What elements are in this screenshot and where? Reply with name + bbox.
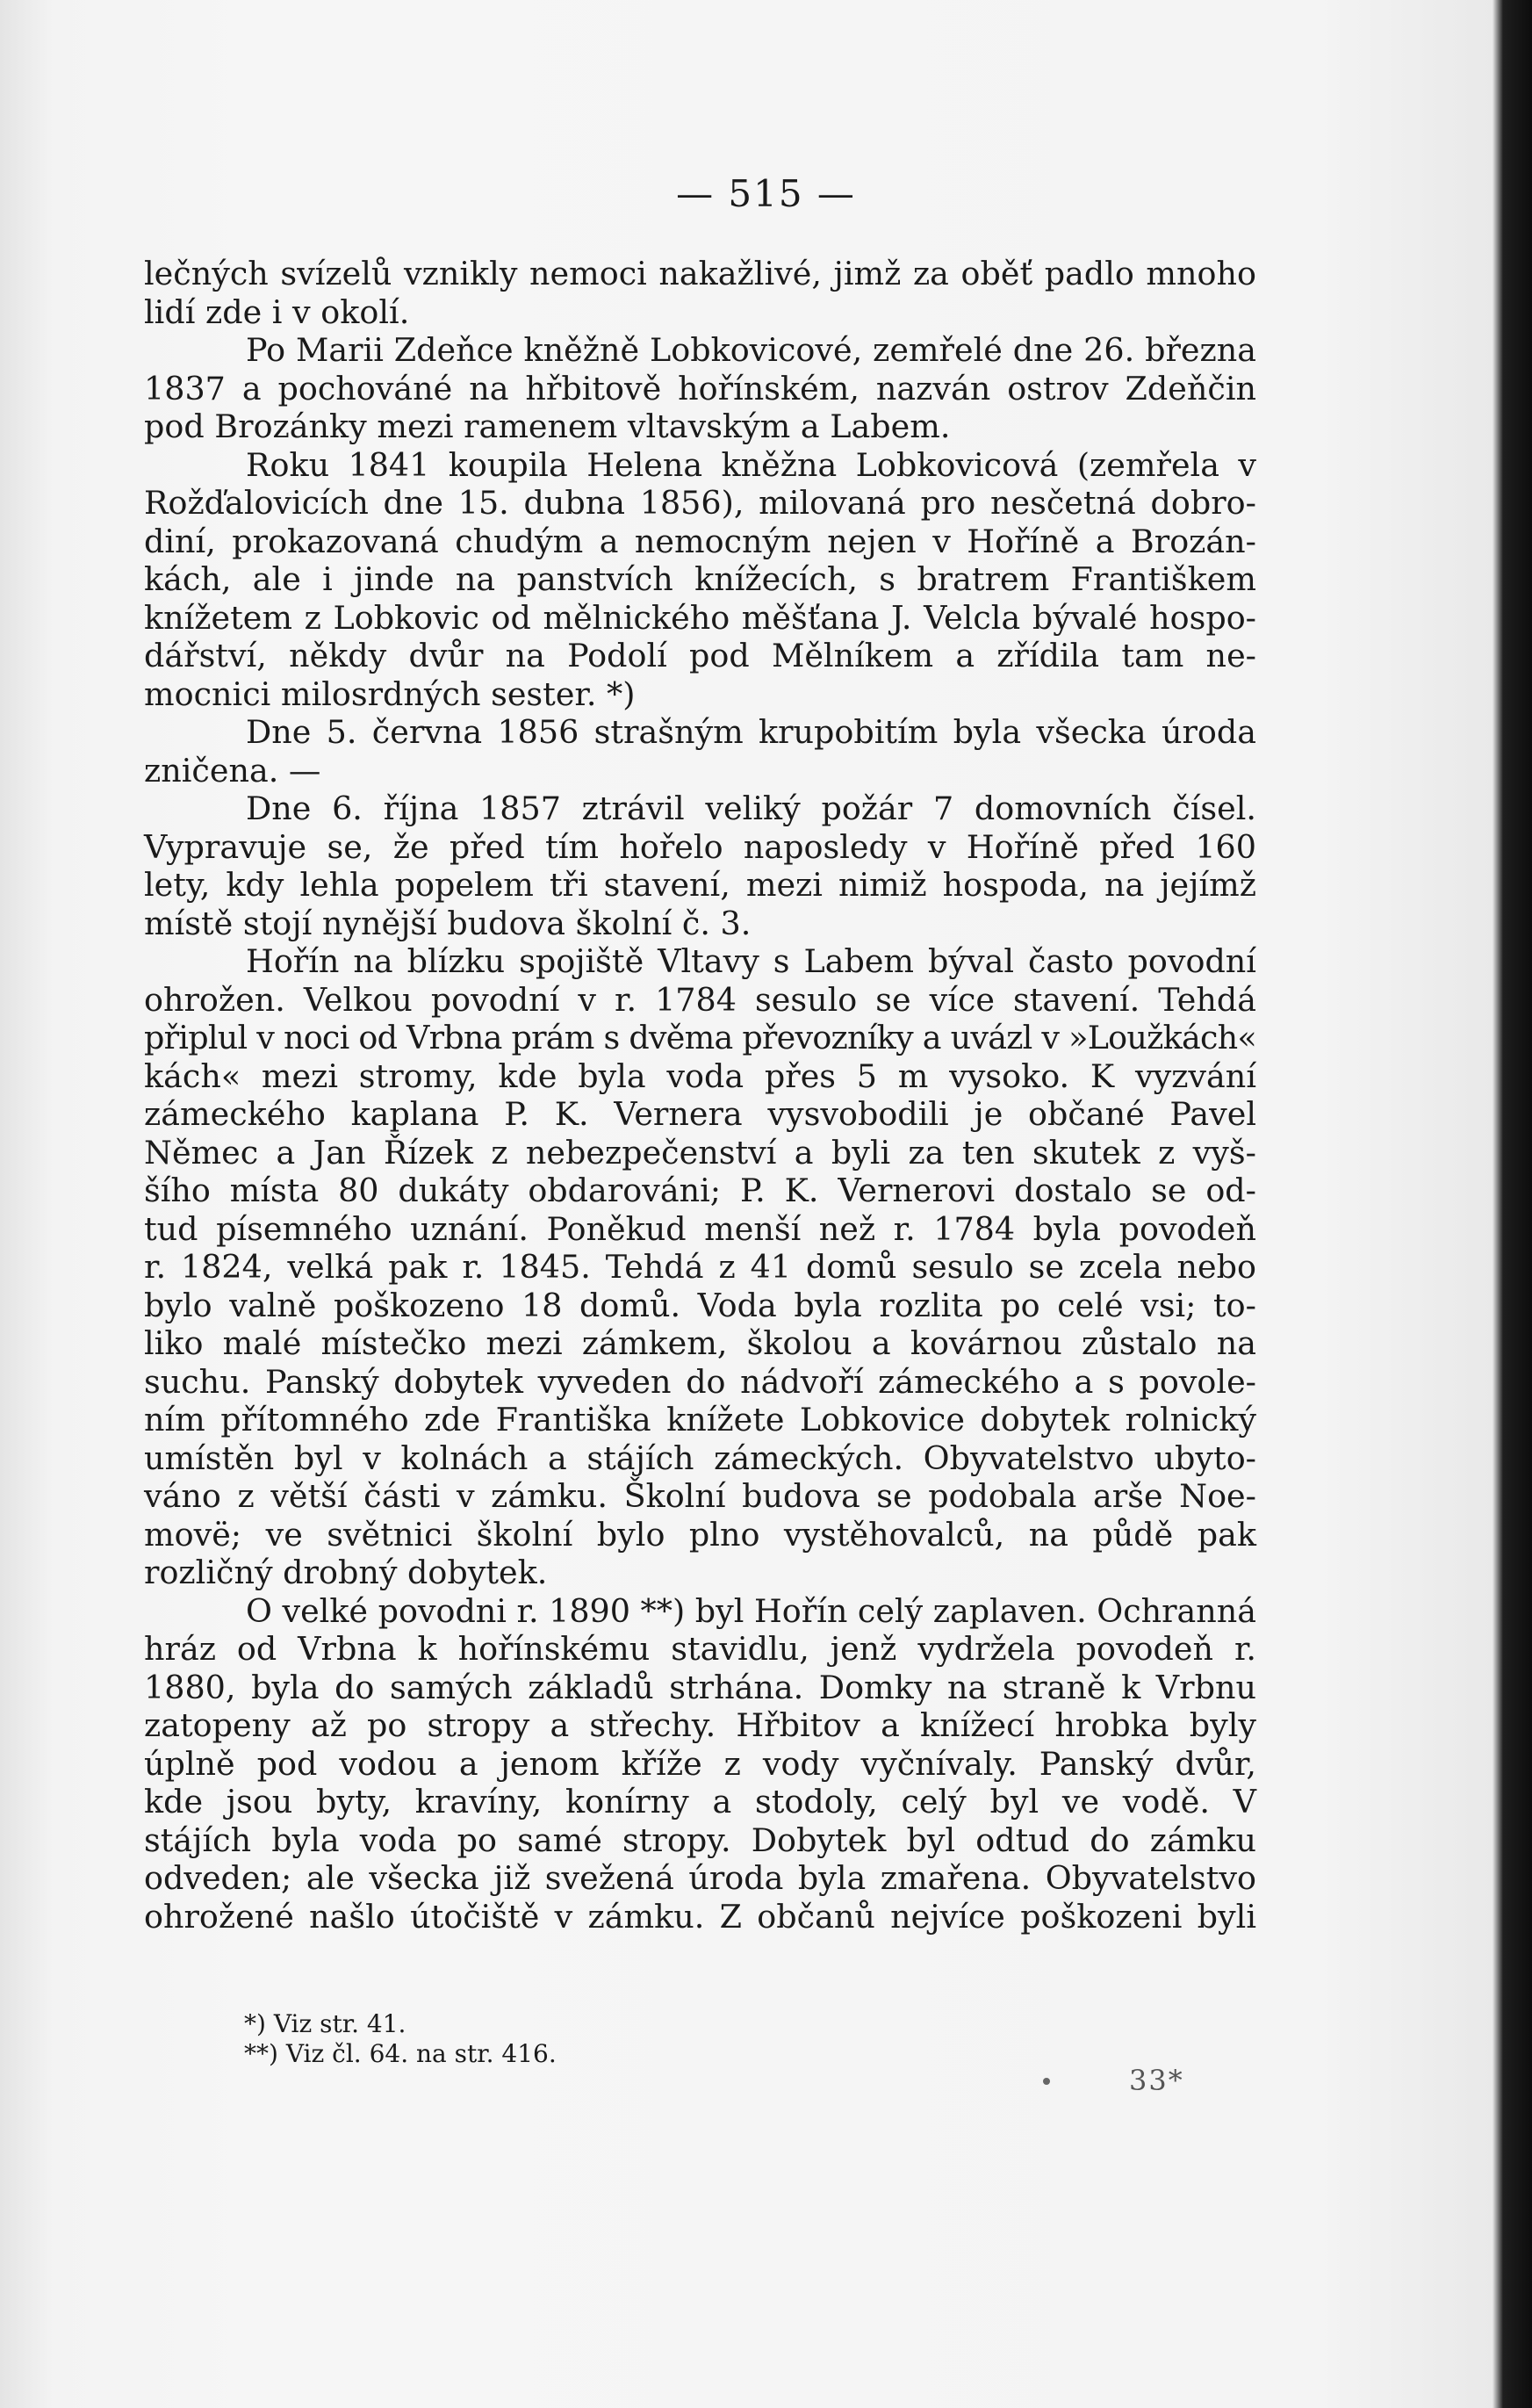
text-line: zničena. — — [144, 751, 321, 789]
text-line: ohrožen. Velkou povodní v r. 1784 sesulo se více stavení. Tehdá — [144, 980, 1256, 1019]
text-line: lidí zde i v okolí. — [144, 292, 410, 331]
text-line: liko malé místečko mezi zámkem, školou a kovárnou zůstalo na — [144, 1324, 1256, 1362]
text-line: váno z větší části v zámku. Školní budova se podobala arše Noe- — [144, 1477, 1256, 1515]
text-line: dářství, někdy dvůr na Podolí pod Mělníkem a zřídila tam ne- — [144, 637, 1256, 674]
text-line: knížetem z Lobkovic od mělnického měšťana J. Velcla bývalé hospo- — [144, 598, 1256, 637]
footnote: **) Viz čl. 64. na str. 416. — [244, 2039, 557, 2068]
text-line: Hořín na blízku spojiště Vltavy s Labem býval často povodní — [246, 942, 1256, 980]
text-line: rozličný drobný dobytek. — [144, 1554, 548, 1591]
text-line: hráz od Vrbna k hořínskému stavidlu, jenž vydržela povodeň r. — [144, 1630, 1256, 1668]
text-line: zámeckého kaplana P. K. Vernera vysvobodili je občané Pavel — [144, 1095, 1256, 1133]
text-line: odveden; ale všecka již svežená úroda byla zmařena. Obyvatelstvo — [144, 1859, 1256, 1897]
text-line: O velké povodni r. 1890 **) byl Hořín celý zaplaven. Ochranná — [246, 1591, 1256, 1630]
body-text — [144, 255, 1256, 1936]
text-line: úplně pod vodou a jenom kříže z vody vyčnívaly. Panský dvůr, — [144, 1744, 1256, 1783]
sheet-signature: 33* — [1129, 2064, 1184, 2097]
page-number: — 515 — — [676, 172, 856, 215]
text-line: mocnici milosrdných sester. *) — [144, 674, 636, 713]
text-line: r. 1824, velká pak r. 1845. Tehdá z 41 domů sesulo se zcela nebo — [144, 1248, 1256, 1286]
text-line: Rožďalovicích dne 15. dubna 1856), milovaná pro nesčetná dobro- — [144, 484, 1256, 522]
text-line: Dne 5. června 1856 strašným krupobitím byla všecka úroda — [246, 713, 1256, 751]
text-line: ohrožené našlo útočiště v zámku. Z občanů nejvíce poškozeni byli — [144, 1897, 1256, 1936]
text-line: stájích byla voda po samé stropy. Dobytek byl odtud do zámku — [144, 1820, 1256, 1859]
text-line: Němec a Jan Řízek z nebezpečenství a byli za ten skutek z vyš- — [144, 1133, 1256, 1172]
text-line: kách, ale i jinde na panstvích knížecích, s bratrem Františkem — [144, 560, 1256, 598]
footnotes — [244, 2009, 557, 2069]
text-line: pod Brozánky mezi ramenem vltavským a Labem. — [144, 407, 951, 445]
text-line: připlul v noci od Vrbna prám s dvěma převozníky a uvázl v »Loužkách« — [144, 1019, 1256, 1056]
text-line: Po Marii Zdeňce kněžně Lobkovicové, zemřelé dne 26. března — [246, 331, 1256, 369]
text-line: 1880, byla do samých základů strhána. Domky na straně k Vrbnu — [144, 1668, 1256, 1706]
text-line: místě stojí nynější budova školní č. 3. — [144, 904, 752, 942]
text-line: zatopeny až po stropy a střechy. Hřbitov a knížecí hrobka byly — [144, 1706, 1256, 1744]
text-line: lety, kdy lehla popelem tři stavení, mezi nimiž hospoda, na jejímž — [144, 866, 1256, 904]
text-line: bylo valně poškozeno 18 domů. Voda byla rozlita po celé vsi; to- — [144, 1286, 1256, 1324]
text-line: šího místa 80 dukáty obdarováni; P. K. Vernerovi dostalo se od- — [144, 1172, 1256, 1209]
text-line: suchu. Panský dobytek vyveden do nádvoří zámeckého a s povole- — [144, 1362, 1256, 1401]
text-line: movë; ve světnici školní bylo plno vystěhovalců, na půdě pak — [144, 1515, 1256, 1554]
text-line: ním přítomného zde Františka knížete Lobkovice dobytek rolnický — [144, 1401, 1256, 1438]
ink-dot — [1043, 2078, 1050, 2085]
text-line: diní, prokazovaná chudým a nemocným nejen v Hoříně a Brozán- — [144, 522, 1256, 560]
text-line: tud písemného uznání. Poněkud menší než r. 1784 byla povodeň — [144, 1209, 1256, 1248]
text-line: kde jsou byty, kravíny, konírny a stodoly, celý byl ve vodě. V — [144, 1783, 1256, 1820]
footnote: *) Viz str. 41. — [244, 2009, 406, 2038]
text-line: Roku 1841 koupila Helena kněžna Lobkovicová (zemřela v — [246, 445, 1256, 484]
text-line: kách« mezi stromy, kde byla voda přes 5 m vysoko. K vyzvání — [144, 1056, 1256, 1095]
text-line: 1837 a pochováné na hřbitově hořínském, nazván ostrov Zdeňčin — [144, 369, 1256, 407]
text-line: Dne 6. října 1857 ztrávil veliký požár 7 domovních čísel. — [246, 789, 1256, 827]
text-line: umístěn byl v kolnách a stájích zámeckých. Obyvatelstvo ubyto- — [144, 1438, 1256, 1477]
text-line: lečných svízelů vznikly nemoci nakažlivé, jimž za oběť padlo mnoho — [144, 255, 1256, 292]
text-line: Vypravuje se, že před tím hořelo naposledy v Hoříně před 160 — [144, 827, 1256, 866]
